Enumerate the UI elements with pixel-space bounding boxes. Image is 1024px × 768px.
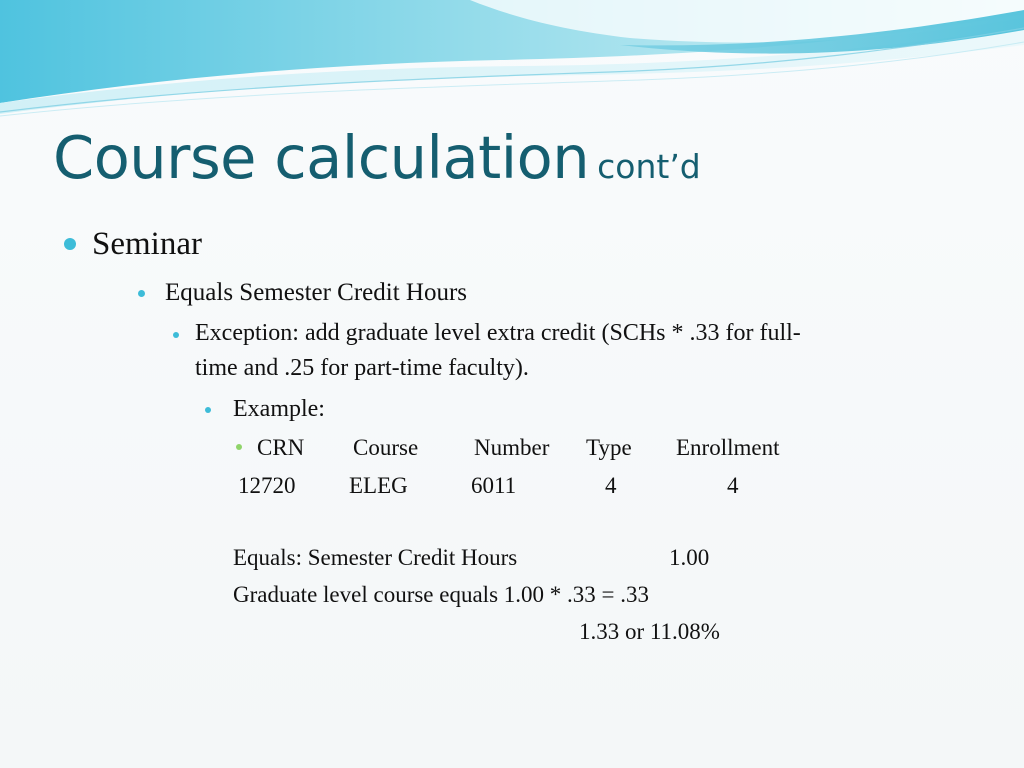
title-subtitle: cont’d (597, 147, 701, 186)
bullet-level3-line1: Exception: add graduate level extra credit (SCHs * .33 for full- (195, 320, 801, 346)
sch-label: Equals: Semester Credit Hours (233, 545, 518, 570)
graduate-calculation: Graduate level course equals 1.00 * .33 = .33 (233, 582, 649, 607)
example-header-type: Type (586, 435, 632, 460)
bullet-level4-icon (205, 407, 211, 413)
title-main: Course calculation (53, 123, 590, 192)
wave-banner (0, 0, 1024, 120)
example-header-enrollment: Enrollment (676, 435, 780, 460)
bullet-level5-icon (236, 444, 242, 450)
example-row-enrollment: 4 (727, 473, 739, 498)
example-row-crn: 12720 (238, 473, 296, 498)
example-header-course: Course (353, 435, 419, 460)
example-row-type: 4 (605, 473, 617, 498)
calculation-result: 1.33 or 11.08% (579, 619, 720, 644)
bullet-level1-text: Seminar (92, 226, 202, 262)
sch-value: 1.00 (669, 545, 710, 570)
example-row-number: 6011 (471, 473, 517, 498)
bullet-level3-line2: time and .25 for part-time faculty). (195, 355, 529, 381)
bullet-level4-text: Example: (233, 396, 325, 422)
slide-title (53, 123, 701, 192)
bullet-level3-icon (173, 332, 179, 338)
example-header-number: Number (474, 435, 550, 460)
bullet-level2-text: Equals Semester Credit Hours (165, 279, 468, 306)
example-header-crn: CRN (257, 435, 305, 460)
bullet-level1-icon (64, 238, 76, 250)
example-row-course: ELEG (349, 473, 408, 498)
bullet-level2-icon (138, 290, 145, 297)
